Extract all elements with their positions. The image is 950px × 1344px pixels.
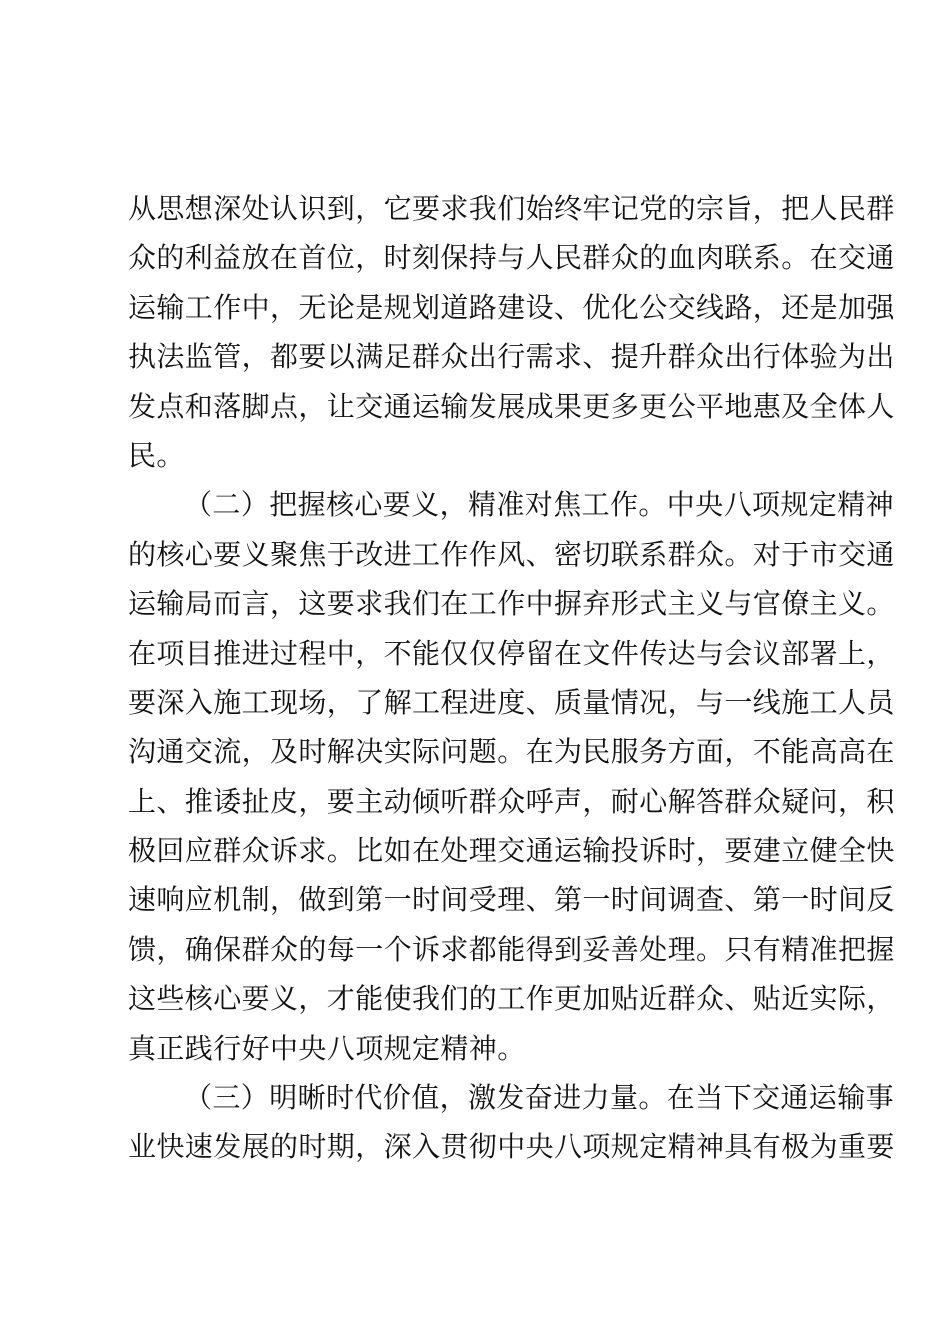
section-heading-line: （二）把握核心要义，精准对焦工作。中央八项规定精神	[184, 488, 895, 522]
text-line: 真正践行好中央八项规定精神。	[128, 1031, 526, 1065]
text-line: 运输局而言，这要求我们在工作中摒弃形式主义与官僚主义。	[128, 587, 895, 621]
text-line: 发点和落脚点，让交通运输发展成果更多更公平地惠及全体人	[128, 389, 895, 423]
text-line: 的核心要义聚焦于改进工作作风、密切联系群众。对于市交通	[128, 537, 895, 571]
text-line: 极回应群众诉求。比如在处理交通运输投诉时，要建立健全快	[128, 834, 895, 868]
text-line: 业快速发展的时期，深入贯彻中央八项规定精神具有极为重要	[128, 1130, 895, 1164]
text-line: 在项目推进过程中，不能仅仅停留在文件传达与会议部署上，	[128, 636, 895, 670]
text-line: 从思想深处认识到，它要求我们始终牢记党的宗旨，把人民群	[128, 192, 895, 225]
text-line: 执法监管，都要以满足群众出行需求、提升群众出行体验为出	[128, 340, 895, 374]
text-line: 上、推诿扯皮，要主动倾听群众呼声，耐心解答群众疑问，积	[128, 784, 895, 818]
body-text	[128, 184, 895, 1172]
text-line: 运输工作中，无论是规划道路建设、优化公交线路，还是加强	[128, 290, 895, 324]
text-line: 要深入施工现场，了解工程进度、质量情况，与一线施工人员	[128, 685, 895, 719]
text-line: 速响应机制，做到第一时间受理、第一时间调查、第一时间反	[128, 883, 895, 917]
section-heading-line: （三）明晰时代价值，激发奋进力量。在当下交通运输事	[184, 1081, 895, 1115]
text-line: 众的利益放在首位，时刻保持与人民群众的血肉联系。在交通	[128, 241, 895, 275]
text-line: 馈，确保群众的每一个诉求都能得到妥善处理。只有精准把握	[128, 932, 895, 966]
text-line: 这些核心要义，才能使我们的工作更加贴近群众、贴近实际，	[128, 982, 895, 1016]
text-line: 沟通交流，及时解决实际问题。在为民服务方面，不能高高在	[128, 735, 895, 769]
text-line: 民。	[128, 438, 185, 472]
